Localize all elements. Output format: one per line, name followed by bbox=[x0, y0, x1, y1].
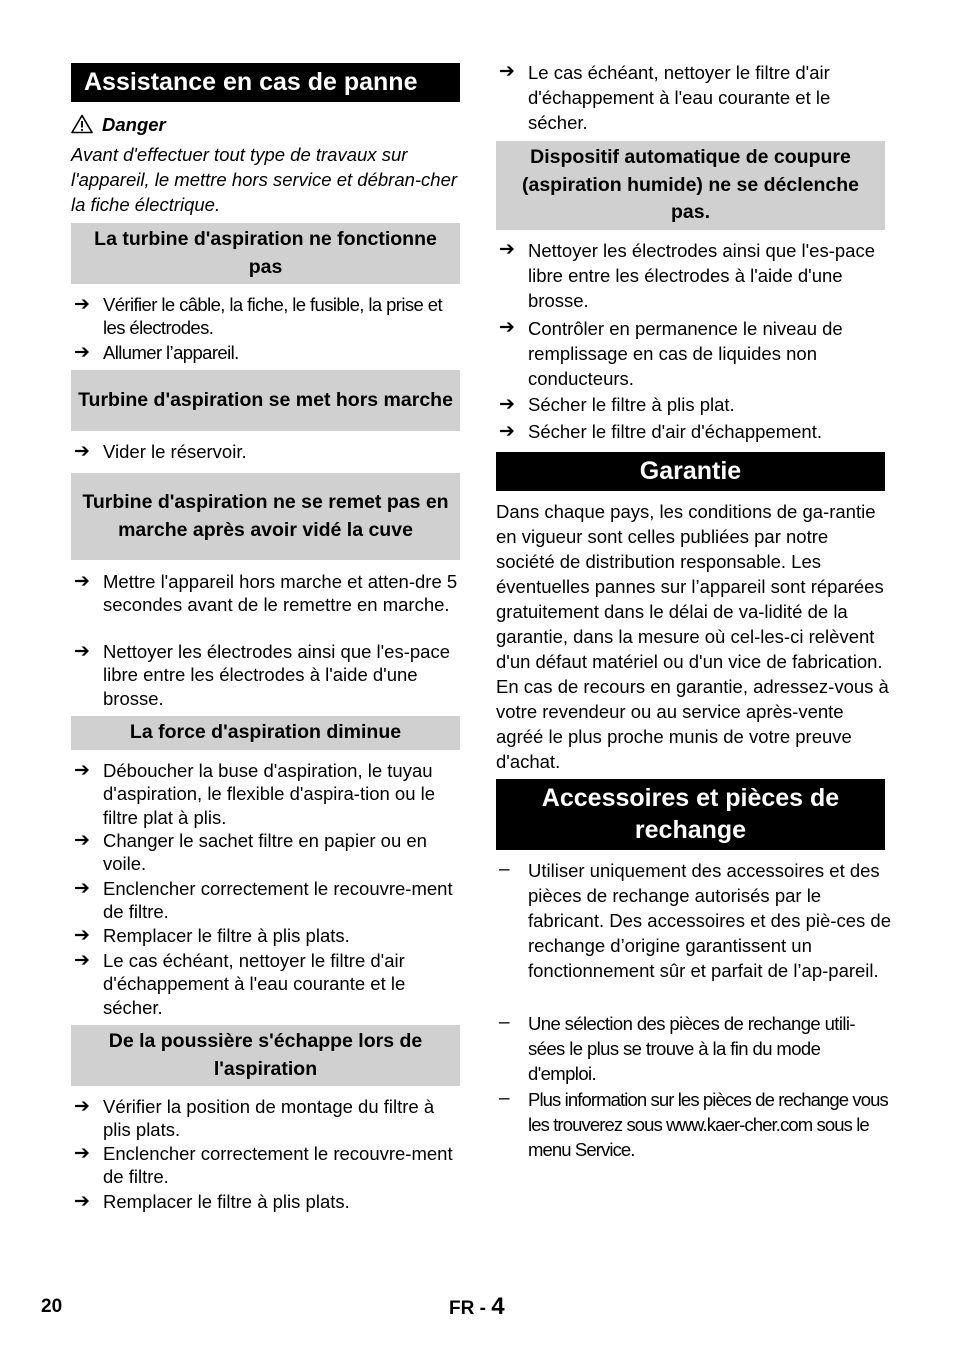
heading-accessories: Accessoires et pièces de rechange bbox=[496, 779, 885, 850]
list-item: – Utiliser uniquement des accessoires et des pièces de rechange autorisés par le fabricant. Des accessoires et des piè-ces de rechange d’origine garantissent un fonctionnement sûr et parfait de l’ap-pareil. bbox=[499, 859, 891, 981]
list-item: ➔ Sécher le filtre d'air d'échappement. bbox=[499, 421, 822, 442]
list-item: ➔ Remplacer le filtre à plis plats. bbox=[74, 1191, 350, 1212]
list-item: ➔ Nettoyer les électrodes ainsi que l'es-pace libre entre les électrodes à l'aide d'une brosse. bbox=[74, 641, 450, 709]
arrow-icon: ➔ bbox=[499, 421, 515, 442]
subheading-turbine-not-working: La turbine d'aspiration ne fonctionne pas bbox=[71, 223, 460, 284]
list-item: – Une sélection des pièces de rechange utili-sées le plus se trouve à la fin du mode d'emploi. bbox=[499, 1012, 855, 1084]
dash-bullet: – bbox=[499, 859, 510, 880]
danger-label: Danger bbox=[102, 114, 166, 135]
list-item: ➔ Le cas échéant, nettoyer le filtre d'air d'échappement à l'eau courante et le sécher. bbox=[499, 61, 831, 133]
list-item: ➔ Enclencher correctement le recouvre-ment de filtre. bbox=[74, 1143, 453, 1188]
arrow-icon: ➔ bbox=[74, 1191, 90, 1212]
list-item: ➔ Mettre l'appareil hors marche et atten-dre 5 secondes avant de le remettre en marche. bbox=[74, 571, 458, 616]
arrow-icon: ➔ bbox=[74, 878, 90, 899]
arrow-icon: ➔ bbox=[74, 760, 90, 781]
arrow-icon: ➔ bbox=[74, 571, 90, 592]
arrow-icon: ➔ bbox=[74, 1096, 90, 1117]
list-item: ➔ Nettoyer les électrodes ainsi que l'es-pace libre entre les électrodes à l'aide d'une brosse. bbox=[499, 239, 875, 311]
subheading-auto-cutoff: Dispositif automatique de coupure (aspiration humide) ne se déclenche pas. bbox=[496, 141, 885, 230]
arrow-icon: ➔ bbox=[499, 394, 515, 415]
arrow-icon: ➔ bbox=[74, 441, 90, 462]
heading-troubleshooting: Assistance en cas de panne bbox=[71, 63, 460, 102]
list-item: ➔ Remplacer le filtre à plis plats. bbox=[74, 925, 350, 946]
list-item: ➔ Le cas échéant, nettoyer le filtre d'air d'échappement à l'eau courante et le sécher. bbox=[74, 950, 406, 1018]
arrow-icon: ➔ bbox=[74, 830, 90, 851]
subheading-suction-decreases: La force d'aspiration diminue bbox=[71, 716, 460, 750]
arrow-icon: ➔ bbox=[74, 1143, 90, 1164]
page-code-number: 4 bbox=[491, 1293, 505, 1320]
list-item: ➔ Vérifier le câble, la fiche, le fusible, la prise et les électrodes. bbox=[74, 294, 442, 339]
list-item: ➔ Changer le sachet filtre en papier ou en voile. bbox=[74, 830, 427, 875]
subheading-turbine-no-restart: Turbine d'aspiration ne se remet pas en marche après avoir vidé la cuve bbox=[71, 473, 460, 560]
page-number: 20 bbox=[41, 1296, 63, 1317]
list-item: ➔ Sécher le filtre à plis plat. bbox=[499, 394, 735, 415]
page-code-prefix: FR - bbox=[449, 1298, 492, 1319]
list-item: ➔ Vider le réservoir. bbox=[74, 441, 247, 462]
list-item: ➔ Vérifier la position de montage du filtre à plis plats. bbox=[74, 1096, 435, 1141]
list-item: ➔ Déboucher la buse d'aspiration, le tuyau d'aspiration, le flexible d'aspira-tion ou le filtre plat à plis. bbox=[74, 760, 436, 828]
arrow-icon: ➔ bbox=[74, 342, 90, 363]
danger-notice bbox=[71, 114, 166, 136]
arrow-icon: ➔ bbox=[499, 317, 515, 338]
list-item: ➔ Enclencher correctement le recouvre-ment de filtre. bbox=[74, 878, 453, 923]
dash-bullet: – bbox=[499, 1088, 509, 1109]
list-item: – Plus information sur les pièces de rechange vous les trouverez sous www.kaer-cher.com sous le menu Service. bbox=[499, 1088, 888, 1160]
list-item: ➔ Contrôler en permanence le niveau de remplissage en cas de liquides non conducteurs. bbox=[499, 317, 843, 389]
dash-bullet: – bbox=[499, 1012, 509, 1033]
arrow-icon: ➔ bbox=[499, 61, 515, 82]
arrow-icon: ➔ bbox=[74, 950, 90, 971]
subheading-turbine-stops: Turbine d'aspiration se met hors marche bbox=[71, 370, 460, 431]
subheading-dust-escapes: De la poussière s'échappe lors de l'aspiration bbox=[71, 1025, 460, 1086]
arrow-icon: ➔ bbox=[74, 641, 90, 662]
guarantee-text: Dans chaque pays, les conditions de ga-rantie en vigueur sont celles publiées par notre société de distribution responsable. Les éventuelles pannes sur l’appareil sont réparées gratuitement dans le délai de va-lidité de la garantie, dans la mesure où cel-les-ci relèvent d'un défaut matériel ou d'un vice de fabrication. En cas de recours en garantie, adressez-vous à votre revendeur ou au service après-vente agréé le plus proche munis de votre preuve d'achat. bbox=[496, 501, 889, 772]
list-item: ➔ Allumer l’appareil. bbox=[74, 342, 239, 363]
arrow-icon: ➔ bbox=[499, 239, 515, 260]
warning-triangle-icon bbox=[71, 114, 93, 134]
arrow-icon: ➔ bbox=[74, 294, 90, 315]
danger-text: Avant d'effectuer tout type de travaux sur l'appareil, le mettre hors service et débran-cher la fiche électrique. bbox=[71, 144, 458, 215]
arrow-icon: ➔ bbox=[74, 925, 90, 946]
page-code bbox=[449, 1293, 505, 1321]
heading-guarantee: Garantie bbox=[496, 452, 885, 491]
